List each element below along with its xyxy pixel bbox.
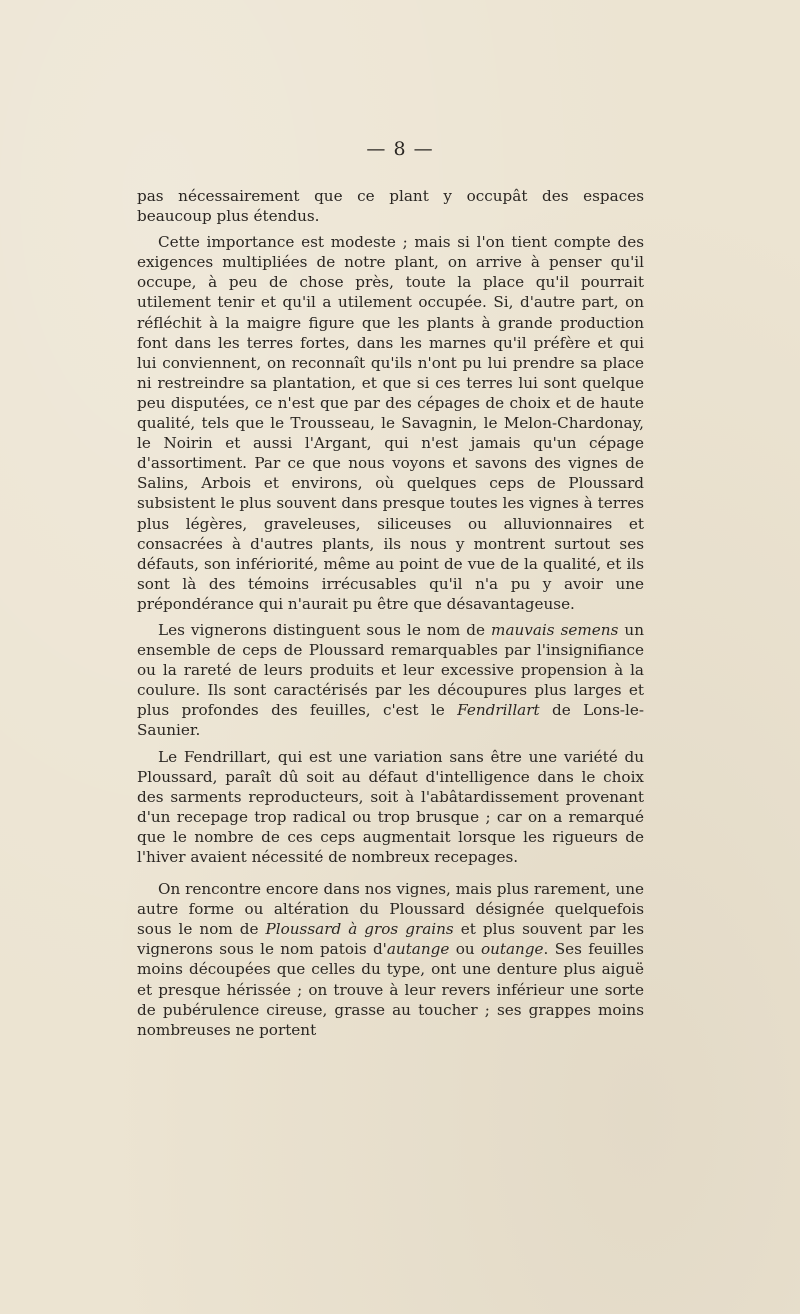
paragraph-mauvais-semens	[137, 620, 644, 741]
italic-term: Ploussard à gros grains	[265, 920, 454, 939]
paragraph-gros-grains	[137, 879, 644, 1040]
body-text	[137, 186, 644, 1040]
text-span: On rencontre encore dans nos vignes, mais plus rarement, une autre forme ou altération du Ploussard désignée quelquefois sous le nom de	[137, 880, 644, 939]
text-span: de Lons-le-Saunier.	[137, 701, 644, 740]
italic-term: outange	[480, 940, 544, 959]
text-span: Les vignerons distinguent sous le nom de	[158, 620, 492, 639]
paragraph-importance: Cette importance est modeste ; mais si l'on tient compte des exigences multipliées de notre plant, on arrive à penser qu'il occupe, à peu de chose près, toute la place qu'il pourrait utilement tenir et qu'il a utilement occupée. Si, d'autre part, on réfléchit à la maigre figure que les plants à grande production font dans les terres fortes, dans les marnes qu'il préfère et qui lui conviennent, on reconnaît qu'ils n'ont pu lui prendre sa place ni restreindre sa plantation, et que si ces terres lui sont quelque peu disputées, ce n'est que par des cépages de choix et de haute qualité, tels que le Trousseau, le Savagnin, le Melon-Chardonay, le Noirin et aussi l'Argant, qui n'est jamais qu'un cépage d'assortiment. Par ce que nous voyons et savons des vignes de Salins, Arbois et environs, où quelques ceps de Ploussard subsistent le plus souvent dans presque toutes les vignes à terres plus légères, graveleuses, siliceuses ou alluvionnaires et consacrées à d'autres plants, ils nous y montrent surtout ses défauts, son infériorité, même au point de vue de la qualité, et ils sont là des témoins irrécusables qu'il n'a pu y avoir une prépondérance qui n'aurait pu être que désavantageuse.	[137, 233, 644, 613]
italic-term: autange	[386, 940, 450, 959]
text-span: un ensemble de ceps de Ploussard remarquables par l'insignifiance ou la rareté de leurs produits et leur excessive propension à la coulure. Ils sont caractérisés par les découpures plus larges et plus profondes des feuilles, c'est le	[137, 620, 644, 720]
italic-term: mauvais semens	[491, 620, 619, 639]
paragraph-fendrillart: Le Fendrillart, qui est une variation sans être une variété du Ploussard, paraît dû soit au défaut d'intelligence dans le choix des sarments reproducteurs, soit à l'abâtardissement provenant d'un recepage trop radical ou trop brusque ; car on a remarqué que le nombre de ces ceps augmentait lorsque les rigueurs de l'hiver avaient nécessité de nombreux recepages.	[137, 747, 644, 866]
text-span: et plus souvent par les vignerons sous le nom patois d'	[137, 920, 645, 959]
paragraph-continuation: pas nécessairement que ce plant y occupât des espaces beaucoup plus étendus.	[137, 187, 644, 226]
text-span: . Ses feuilles moins découpées que celles du type, ont une denture plus aiguë et presque hérissée ; on trouve à leur revers inférieur une sorte de pubérulence cireuse, grasse au toucher ; ses grappes moins nombreuses ne portent	[137, 940, 644, 1039]
text-span: ou	[449, 940, 481, 959]
page-number: — 8 —	[366, 138, 434, 160]
italic-term: Fendrillart	[457, 701, 540, 720]
